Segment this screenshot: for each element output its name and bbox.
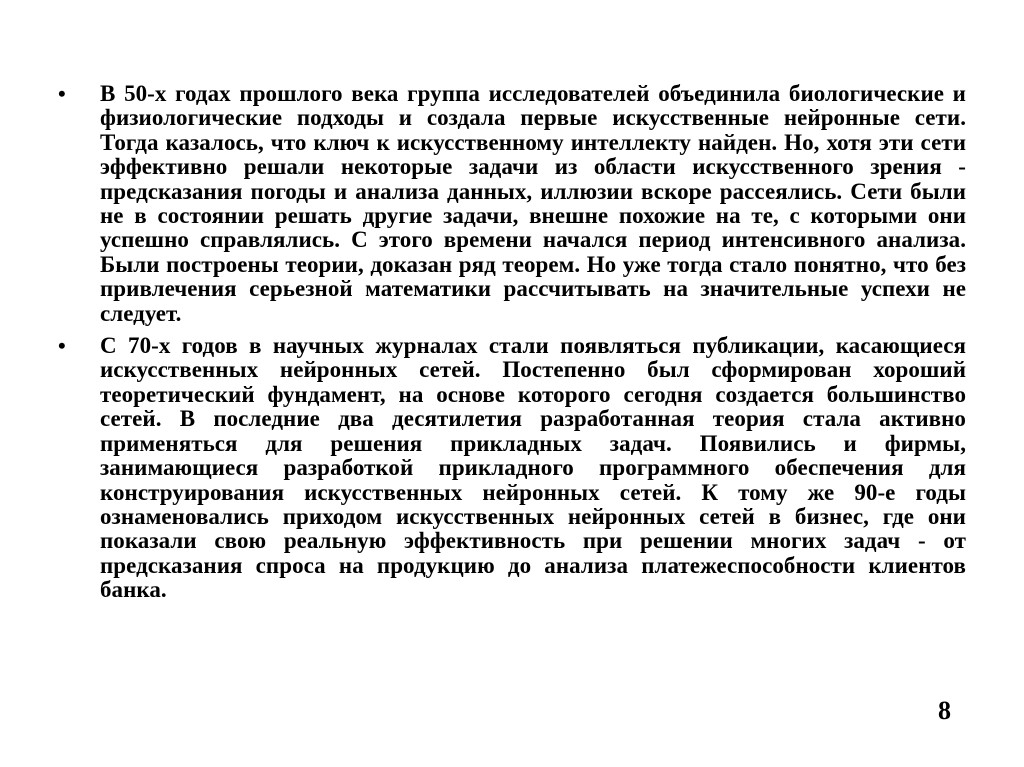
bullet-item	[58, 334, 966, 602]
bullet-list	[58, 82, 966, 603]
bullet-marker: •	[58, 333, 66, 359]
bullet-text: С 70-х годов в научных журналах стали появляться публикации, касающиеся искусственных нейронных сетей. Постепенно был сформирован хороший теоретический фундамент, на основе которого сегодня создается большинство сетей. В последние два десятилетия разработанная теория стала активно применяться для решения прикладных задач. Появились и фирмы, занимающиеся разработкой прикладного программного обеспечения для конструирования искусственных нейронных сетей. К тому же 90-е годы ознаменовались приходом искусственных нейронных сетей в бизнес, где они показали свою реальную эффективность при решении многих задач - от предсказания спроса на продукцию до анализа платежеспособности клиентов банка.	[100, 333, 966, 603]
bullet-item	[58, 82, 966, 326]
bullet-marker: •	[58, 81, 66, 106]
bullet-text: В 50-х годах прошлого века группа исследователей объединила биологические и физиологические подходы и создала первые искусственные нейронные сети. Тогда казалось, что ключ к искусственному интеллекту найден. Но, хотя эти сети эффективно решали некоторые задачи из области искусственного зрения - предсказания погоды и анализа данных, иллюзии вскоре рассеялись. Сети были не в состоянии решать другие задачи, внешне похожие на те, с которыми они успешно справлялись. С этого времени начался период интенсивного анализа. Были построены теории, доказан ряд теорем. Но уже тогда стало понятно, что без привлечения серьезной математики рассчитывать на значительные успехи не следует.	[100, 81, 966, 326]
page-number: 8	[938, 696, 951, 725]
